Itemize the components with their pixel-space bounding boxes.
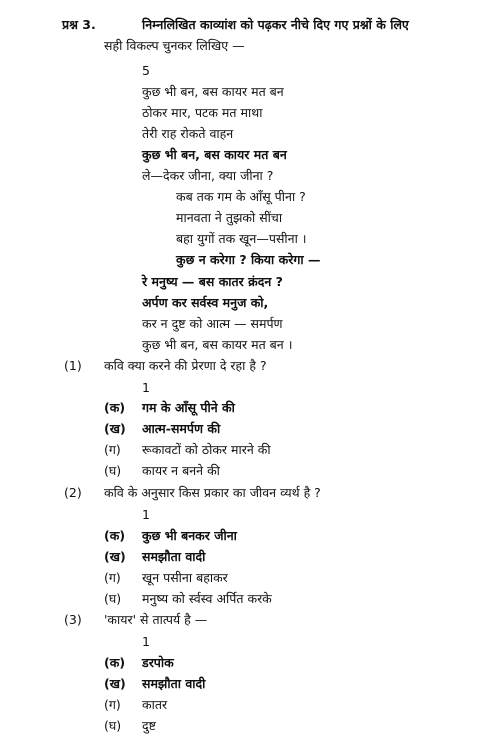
question-number: प्रश्न 3. [62,17,96,32]
option-label: (क) [104,400,126,415]
poem-line: कर न दुष्ट को आत्म — समर्पण [142,316,283,331]
option-label: (क) [104,655,126,670]
option-label: (ख) [104,676,126,691]
poem-line: रे मनुष्य — बस कातर क्रंदन ? [142,274,283,289]
option-text: कायर न बनने की [142,463,220,478]
option-label: (ग) [104,570,121,585]
option-text: समझौता वादी [142,676,206,691]
poem-line: बहा युगों तक खून—पसीना । [176,231,307,246]
option-text: डरपोक [142,655,174,670]
option-text: खून पसीना बहाकर [142,570,228,585]
option-label: (घ) [104,718,122,733]
option-text: गम के आँसू पीने की [142,400,235,415]
subquestion-text: कवि के अनुसार किस प्रकार का जीवन व्यर्थ है ? [104,485,321,500]
option-label: (ग) [104,697,121,712]
option-text: दुष्ट [142,718,156,733]
option-label: (घ) [104,591,122,606]
option-label: (ग) [104,442,121,457]
option-label: (क) [104,528,126,543]
option-label: (घ) [104,463,122,478]
option-label: (ख) [104,421,126,436]
option-text: कुछ भी बनकर जीना [142,528,237,543]
poem-line: कब तक गम के आँसू पीना ? [176,189,306,204]
subquestion-number: (1) [64,358,82,373]
poem-line: मानवता ने तुझको सींचा [176,210,283,225]
question-marks: 5 [142,63,150,78]
option-text: मनुष्य को र्स्वस्व अर्पित करके [142,591,272,606]
poem-line: ले—देकर जीना, क्या जीना ? [142,168,274,183]
poem-line: कुछ भी बन, बस कायर मत बन [142,147,287,162]
subquestion-marks: 1 [142,634,150,649]
poem-line: कुछ भी बन, बस कायर मत बन [142,84,284,99]
option-text: रूकावटों को ठोकर मारने की [142,442,271,457]
option-text: आत्म-समर्पण की [142,421,221,436]
poem-line: तेरी राह रोकते वाहन [142,126,234,141]
subquestion-marks: 1 [142,507,150,522]
poem-line: कुछ न करेगा ? किया करेगा — [176,252,321,267]
subquestion-text: 'कायर' से तात्पर्य है — [104,612,208,627]
subquestion-text: कवि क्या करने की प्रेरणा दे रहा है ? [104,358,267,373]
instruction-line-2: सही विकल्प चुनकर लिखिए — [104,38,245,53]
poem-line: ठोकर मार, पटक मत माथा [142,105,263,120]
option-text: समझौता वादी [142,549,206,564]
option-text: कातर [142,697,168,712]
option-label: (ख) [104,549,126,564]
subquestion-number: (3) [64,612,82,627]
instruction-line-1: निम्नलिखित काव्यांश को पढ़कर नीचे दिए गए प्रश्नों के लिए [142,17,409,32]
subquestion-number: (2) [64,485,82,500]
poem-line: कुछ भी बन, बस कायर मत बन । [142,337,293,352]
subquestion-marks: 1 [142,380,150,395]
poem-line: अर्पण कर सर्वस्व मनुज को, [142,295,269,310]
